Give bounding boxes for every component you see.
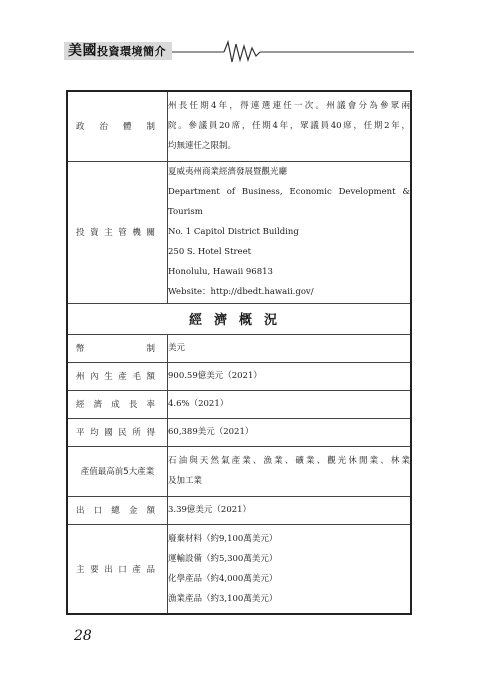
value-line: 及加工業: [168, 476, 203, 486]
value-line: 900.59億美元（2021）: [168, 371, 262, 381]
table-row: [67, 362, 411, 390]
value-line: 州長任期4年，得連選連任一次。州議會分為參眾兩: [168, 101, 410, 112]
value-line: 化學產品（約4,000萬美元）: [168, 573, 278, 584]
value-line: 夏威夷州商業經濟發展暨觀光廳: [168, 167, 288, 177]
row-label: 投資主管機關: [67, 161, 168, 303]
value-line: 石油與天然氣產業、漁業、礦業、觀光休閒業、林業: [168, 456, 410, 466]
row-value: [168, 334, 412, 362]
row-label: 產值最高前5大產業: [67, 446, 168, 496]
table-row: [67, 334, 411, 362]
table-row: [67, 446, 411, 496]
table-row: [67, 91, 411, 161]
value-line: 院。參議員20席，任期4年，眾議員40席，任期2年，: [168, 121, 410, 132]
table-row: [67, 390, 411, 418]
table-row: [67, 418, 411, 446]
value-line: 250 S. Hotel Street: [168, 247, 252, 257]
value-line: 運輸設備（約5,300萬美元）: [168, 553, 278, 564]
row-value: [168, 91, 412, 161]
value-line: 4.6%（2021）: [168, 399, 229, 409]
value-line: 60,389美元（2021）: [168, 427, 254, 437]
header-title-main: 美國: [68, 43, 97, 59]
value-line: Honolulu, Hawaii 96813: [168, 267, 273, 277]
section-row: [67, 303, 411, 334]
row-value: [168, 390, 412, 418]
value-line: Website：http://dbedt.hawaii.gov/: [168, 287, 314, 297]
row-label: 平均國民所得: [67, 418, 168, 446]
row-value: [168, 418, 412, 446]
value-line: 漁業產品（約3,100萬美元）: [168, 593, 278, 604]
table-row: [67, 496, 411, 524]
page-number: 28: [74, 628, 92, 644]
table-row: [67, 161, 411, 303]
row-label: 政治體制: [67, 91, 168, 161]
info-table: [66, 90, 412, 615]
value-line: Department of Business, Economic Development &: [168, 187, 410, 197]
row-value: [168, 496, 412, 524]
page-header: [62, 38, 422, 68]
row-value: [168, 446, 412, 496]
section-title: 經濟概況: [67, 303, 411, 334]
row-label: 經濟成長率: [67, 390, 168, 418]
row-label: 主要出口產品: [67, 524, 168, 614]
value-line: 廢棄材料（約9,100萬美元）: [168, 533, 278, 544]
row-label: 幣制: [67, 334, 168, 362]
row-label: 出口總金額: [67, 496, 168, 524]
table-row: [67, 524, 411, 614]
header-title-sub: 投資環境簡介: [97, 45, 166, 58]
row-value: [168, 161, 412, 303]
value-line: No. 1 Capitol District Building: [168, 227, 299, 237]
row-value: [168, 362, 412, 390]
row-label: 州內生產毛額: [67, 362, 168, 390]
row-value: [168, 524, 412, 614]
value-line: 美元: [168, 343, 186, 353]
value-line: 均無連任之限制。: [168, 141, 237, 152]
header-title: [64, 42, 172, 60]
value-line: Tourism: [168, 207, 203, 217]
value-line: 3.39億美元（2021）: [168, 505, 252, 515]
